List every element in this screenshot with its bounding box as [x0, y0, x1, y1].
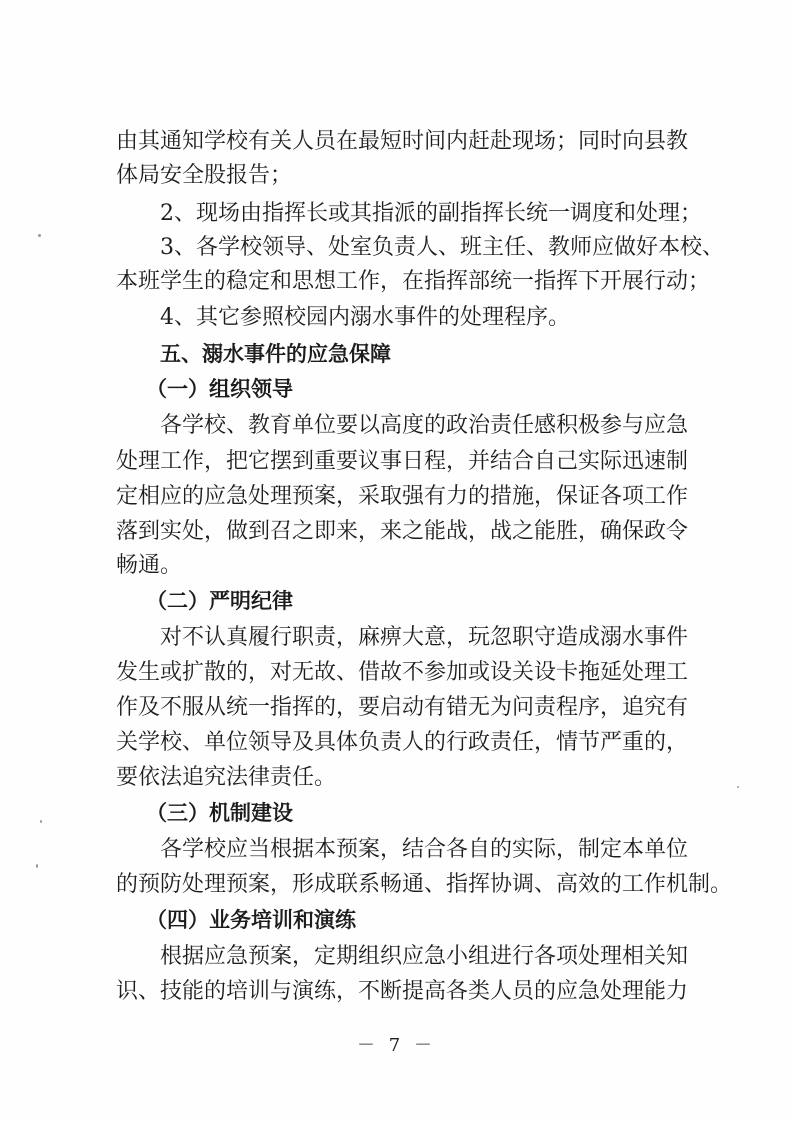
body-text-line: 作及不服从统一指挥的，要启动有错无为问责程序，追究有 — [116, 695, 689, 720]
section-heading: 五、溺水事件的应急保障 — [160, 342, 391, 366]
subsection-heading: （二）严明纪律 — [146, 589, 293, 613]
scan-speck — [38, 234, 41, 237]
body-text-line: 对不认真履行职责，麻痹大意，玩忽职守造成溺水事件 — [160, 625, 689, 650]
body-text-line: 由其通知学校有关人员在最短时间内赶赴现场；同时向县教 — [116, 129, 689, 154]
subsection-heading: （三）机制建设 — [146, 801, 293, 825]
body-text-line: 的预防处理预案，形成联系畅通、指挥协调、高效的工作机制。 — [116, 872, 733, 897]
body-text-line: 根据应急预案，定期组织应急小组进行各项处理相关知 — [160, 944, 689, 969]
body-text-line: 发生或扩散的，对无故、借故不参加或设关设卡拖延处理工 — [116, 660, 689, 685]
body-text-line: 各学校、教育单位要以高度的政治责任感积极参与应急 — [160, 413, 689, 438]
body-text-line: 4、其它参照校园内溺水事件的处理程序。 — [160, 305, 570, 330]
body-text-line: 各学校应当根据本预案，结合各自的实际，制定本单位 — [160, 837, 689, 862]
body-text-line: 3、各学校领导、处室负责人、班主任、教师应做好本校、 — [160, 235, 724, 260]
body-text-line: 处理工作，把它摆到重要议事日程，并结合自己实际迅速制 — [116, 449, 689, 474]
body-text-line: 体局安全股报告； — [116, 163, 293, 188]
scan-speck — [737, 786, 739, 788]
body-text-line: 落到实处，做到召之即来，来之能战，战之能胜，确保政令 — [116, 519, 689, 544]
body-text-line: 本班学生的稳定和思想工作，在指挥部统一指挥下开展行动； — [116, 269, 711, 294]
body-text-line: 定相应的应急处理预案，采取强有力的措施，保证各项工作 — [116, 484, 689, 509]
subsection-heading: （四）业务培训和演练 — [146, 908, 356, 932]
body-text-line: 畅通。 — [116, 553, 183, 578]
scan-speck — [40, 820, 42, 823]
body-text-line: 要依法追究法律责任。 — [116, 765, 337, 790]
body-text-line: 关学校、单位领导及具体负责人的行政责任，情节严重的， — [116, 730, 689, 755]
body-text-line: 2、现场由指挥长或其指派的副指挥长统一调度和处理； — [160, 201, 702, 226]
subsection-heading: （一）组织领导 — [146, 377, 293, 401]
body-text-line: 识、技能的培训与演练，不断提高各类人员的应急处理能力 — [116, 979, 689, 1004]
scan-speck — [36, 864, 38, 868]
page-number: － 7 － — [357, 1035, 436, 1056]
